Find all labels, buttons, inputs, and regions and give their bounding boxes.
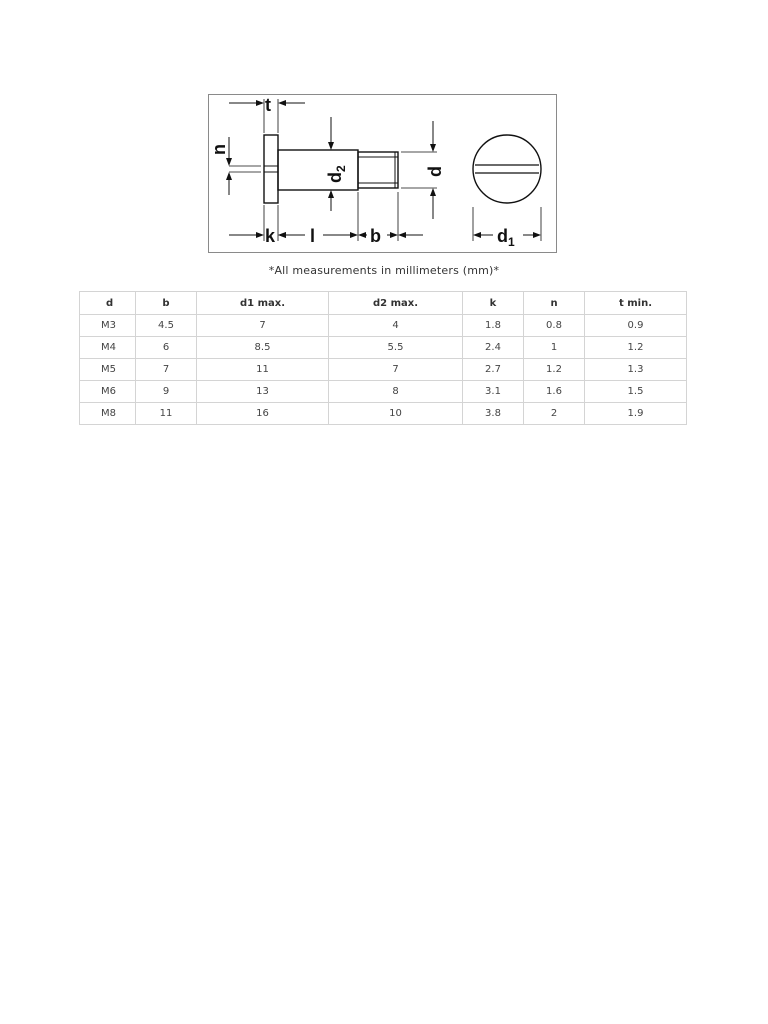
table-cell: M6: [80, 381, 136, 403]
table-cell: 11: [197, 359, 329, 381]
table-cell: 10: [329, 403, 463, 425]
header-b: b: [136, 292, 197, 315]
screw-head-end-view: [473, 135, 541, 203]
table-cell: 4.5: [136, 315, 197, 337]
table-cell: 2.7: [463, 359, 524, 381]
screw-head: [264, 135, 278, 203]
table-row: [80, 315, 687, 337]
dimension-table: [79, 291, 687, 425]
table-cell: 2.4: [463, 337, 524, 359]
table-cell: 11: [136, 403, 197, 425]
table-cell: 1.2: [524, 359, 585, 381]
label-d2: $d_2$: [325, 165, 348, 183]
table-cell: 4: [329, 315, 463, 337]
table-cell: 1.3: [585, 359, 687, 381]
table-cell: 7: [197, 315, 329, 337]
table-cell: 0.8: [524, 315, 585, 337]
table-cell: M8: [80, 403, 136, 425]
table-cell: 8: [329, 381, 463, 403]
table-cell: 7: [136, 359, 197, 381]
table-cell: 1.6: [524, 381, 585, 403]
table-cell: 7: [329, 359, 463, 381]
table-cell: 16: [197, 403, 329, 425]
table-cell: 1: [524, 337, 585, 359]
header-k: k: [463, 292, 524, 315]
label-d1: $d_1$: [497, 226, 515, 249]
table-cell: 1.9: [585, 403, 687, 425]
measurement-note: *All measurements in millimeters (mm)*: [268, 264, 500, 277]
table-row: [80, 381, 687, 403]
label-t: t: [265, 95, 271, 115]
table-cell: M5: [80, 359, 136, 381]
label-d: d: [425, 166, 445, 177]
table-row: [80, 403, 687, 425]
table-cell: 3.8: [463, 403, 524, 425]
screw-drawing-svg: [209, 95, 556, 252]
header-d: d: [80, 292, 136, 315]
table-header-row: [80, 292, 687, 315]
header-d1-max: d1 max.: [197, 292, 329, 315]
table-cell: 8.5: [197, 337, 329, 359]
table-cell: M4: [80, 337, 136, 359]
table-cell: 13: [197, 381, 329, 403]
table-cell: M3: [80, 315, 136, 337]
table-cell: 6: [136, 337, 197, 359]
label-b: b: [370, 226, 381, 246]
table-cell: 1.8: [463, 315, 524, 337]
label-k: k: [265, 226, 276, 246]
screw-dimension-drawing: [208, 94, 557, 253]
table-cell: 0.9: [585, 315, 687, 337]
table-row: [80, 359, 687, 381]
table-row: [80, 337, 687, 359]
label-n: n: [209, 144, 229, 155]
header-d2-max: d2 max.: [329, 292, 463, 315]
header-t-min: t min.: [585, 292, 687, 315]
table-cell: 1.5: [585, 381, 687, 403]
table-cell: 9: [136, 381, 197, 403]
label-l: l: [310, 226, 316, 246]
table-cell: 3.1: [463, 381, 524, 403]
table-cell: 5.5: [329, 337, 463, 359]
header-n: n: [524, 292, 585, 315]
table-cell: 1.2: [585, 337, 687, 359]
table-cell: 2: [524, 403, 585, 425]
